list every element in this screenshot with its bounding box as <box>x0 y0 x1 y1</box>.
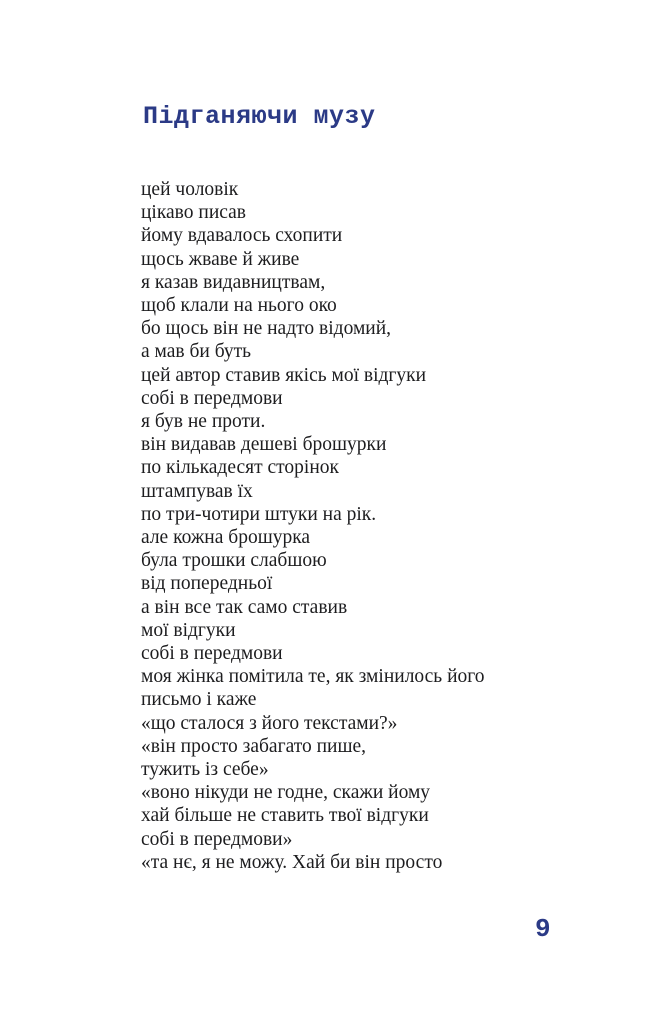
poem-line: моя жінка помітила те, як змінилось його <box>141 666 485 688</box>
poem-line: «що сталося з його текстами?» <box>141 712 398 734</box>
poem-line: «воно нікуди не годне, скажи йому <box>141 782 431 804</box>
poem-line: «та нє, я не можу. Хай би він просто <box>141 851 443 873</box>
poem-body <box>141 178 621 874</box>
poem-line: собі в передмови» <box>141 828 293 850</box>
poem-line: але кожна брошурка <box>141 527 311 549</box>
poem-line: я казав видавництвам, <box>141 271 326 293</box>
poem-line: щось жваве й живе <box>141 248 300 270</box>
poem-line: цікаво писав <box>141 202 247 224</box>
poem-line: йому вдавалось схопити <box>141 225 343 247</box>
poem-line: цей автор ставив якісь мої відгуки <box>141 364 427 386</box>
poem-title: Підганяючи музу <box>143 102 376 131</box>
poem-line: хай більше не ставить твої відгуки <box>141 805 429 827</box>
poem-line: а мав би буть <box>141 341 252 363</box>
poem-line: від попередньої <box>141 573 273 595</box>
poem-line: мої відгуки <box>141 619 236 641</box>
poem-line: я був не проти. <box>141 411 266 433</box>
poem-line: щоб клали на нього око <box>141 295 337 317</box>
poem-line: а він все так само ставив <box>141 596 348 618</box>
poem-line: по кількадесят сторінок <box>141 457 339 479</box>
poem-line: він видавав дешеві брошурки <box>141 434 387 456</box>
poem-line: «він просто забагато пише, <box>141 735 367 757</box>
poem-line: тужить із себе» <box>141 759 269 781</box>
poem-line: по три-чотири штуки на рік. <box>141 503 377 525</box>
page-number: 9 <box>535 914 551 944</box>
poem-line: бо щось він не надто відомий, <box>141 318 392 340</box>
poem-line: штампував їх <box>141 480 253 502</box>
poem-line: собі в передмови <box>141 643 283 665</box>
poem-line: письмо і каже <box>141 689 257 711</box>
poem-line: цей чоловік <box>141 179 239 200</box>
poem-line: була трошки слабшою <box>141 550 327 572</box>
poem-line: собі в передмови <box>141 387 283 409</box>
